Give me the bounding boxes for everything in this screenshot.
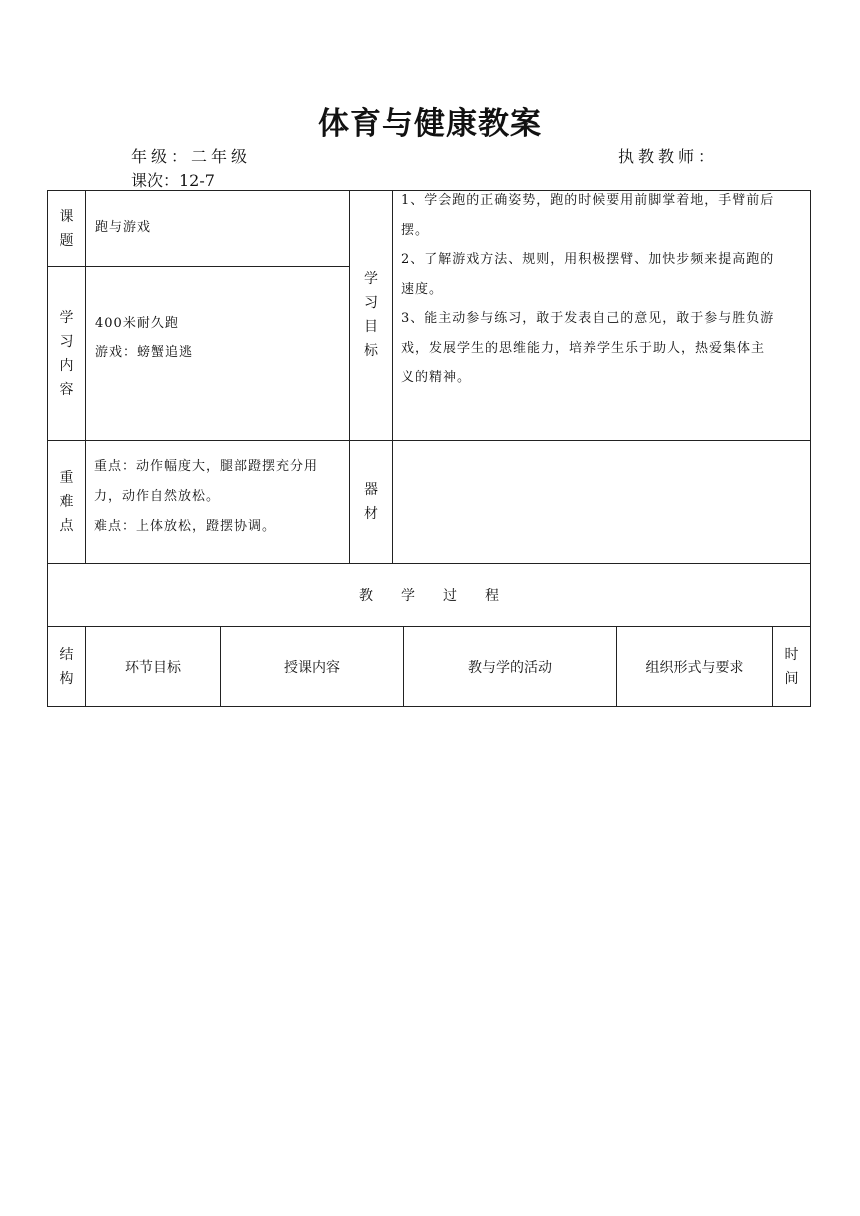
goal-line-2: 摆。	[401, 223, 430, 238]
goals-label: 学 习 目 标	[364, 271, 378, 359]
time-header: 时 间	[784, 646, 799, 687]
page-title: 体育与健康教案	[318, 106, 542, 142]
topic-value: 跑与游戏	[95, 220, 152, 235]
structure-header: 结 构	[59, 646, 74, 687]
lesson-number: 课次：12-7	[131, 171, 215, 190]
equipment-label: 器 材	[364, 482, 378, 522]
goal-line-3: 2、了解游戏方法、规则，用积极摆臂、加快步频来提高跑的	[401, 252, 775, 267]
focus-label: 重 难 点	[59, 470, 74, 534]
organization-header: 组织形式与要求	[645, 659, 744, 676]
grade-label: 年级：二年级	[131, 147, 252, 166]
topic-label: 课 题	[59, 208, 74, 249]
equipment-value-cell	[392, 440, 811, 564]
teacher-label: 执教教师：	[618, 147, 719, 166]
content-line-1: 400米耐久跑	[95, 316, 179, 331]
goal-line-4: 速度。	[401, 282, 444, 297]
content-label: 学 习 内 容	[59, 309, 74, 398]
content-header: 授课内容	[284, 659, 340, 676]
goal-line-1: 1、学会跑的正确姿势，跑的时候要用前脚掌着地，手臂前后	[401, 193, 775, 208]
goal-header: 环节目标	[125, 659, 181, 676]
activity-header: 教与学的活动	[468, 659, 552, 676]
focus-line-1: 重点：动作幅度大，腿部蹬摆充分用	[94, 459, 319, 474]
process-title: 教 学 过 程	[359, 588, 499, 604]
goal-line-5: 3、能主动参与练习，敢于发表自己的意见，敢于参与胜负游	[401, 311, 775, 326]
focus-line-2: 力，动作自然放松。	[94, 489, 221, 504]
focus-line-3: 难点：上体放松，蹬摆协调。	[94, 519, 277, 534]
content-line-2: 游戏：螃蟹追逃	[95, 345, 194, 360]
goal-line-6: 戏，发展学生的思维能力，培养学生乐于助人，热爱集体主	[401, 341, 766, 356]
goal-line-7: 义的精神。	[401, 370, 472, 385]
